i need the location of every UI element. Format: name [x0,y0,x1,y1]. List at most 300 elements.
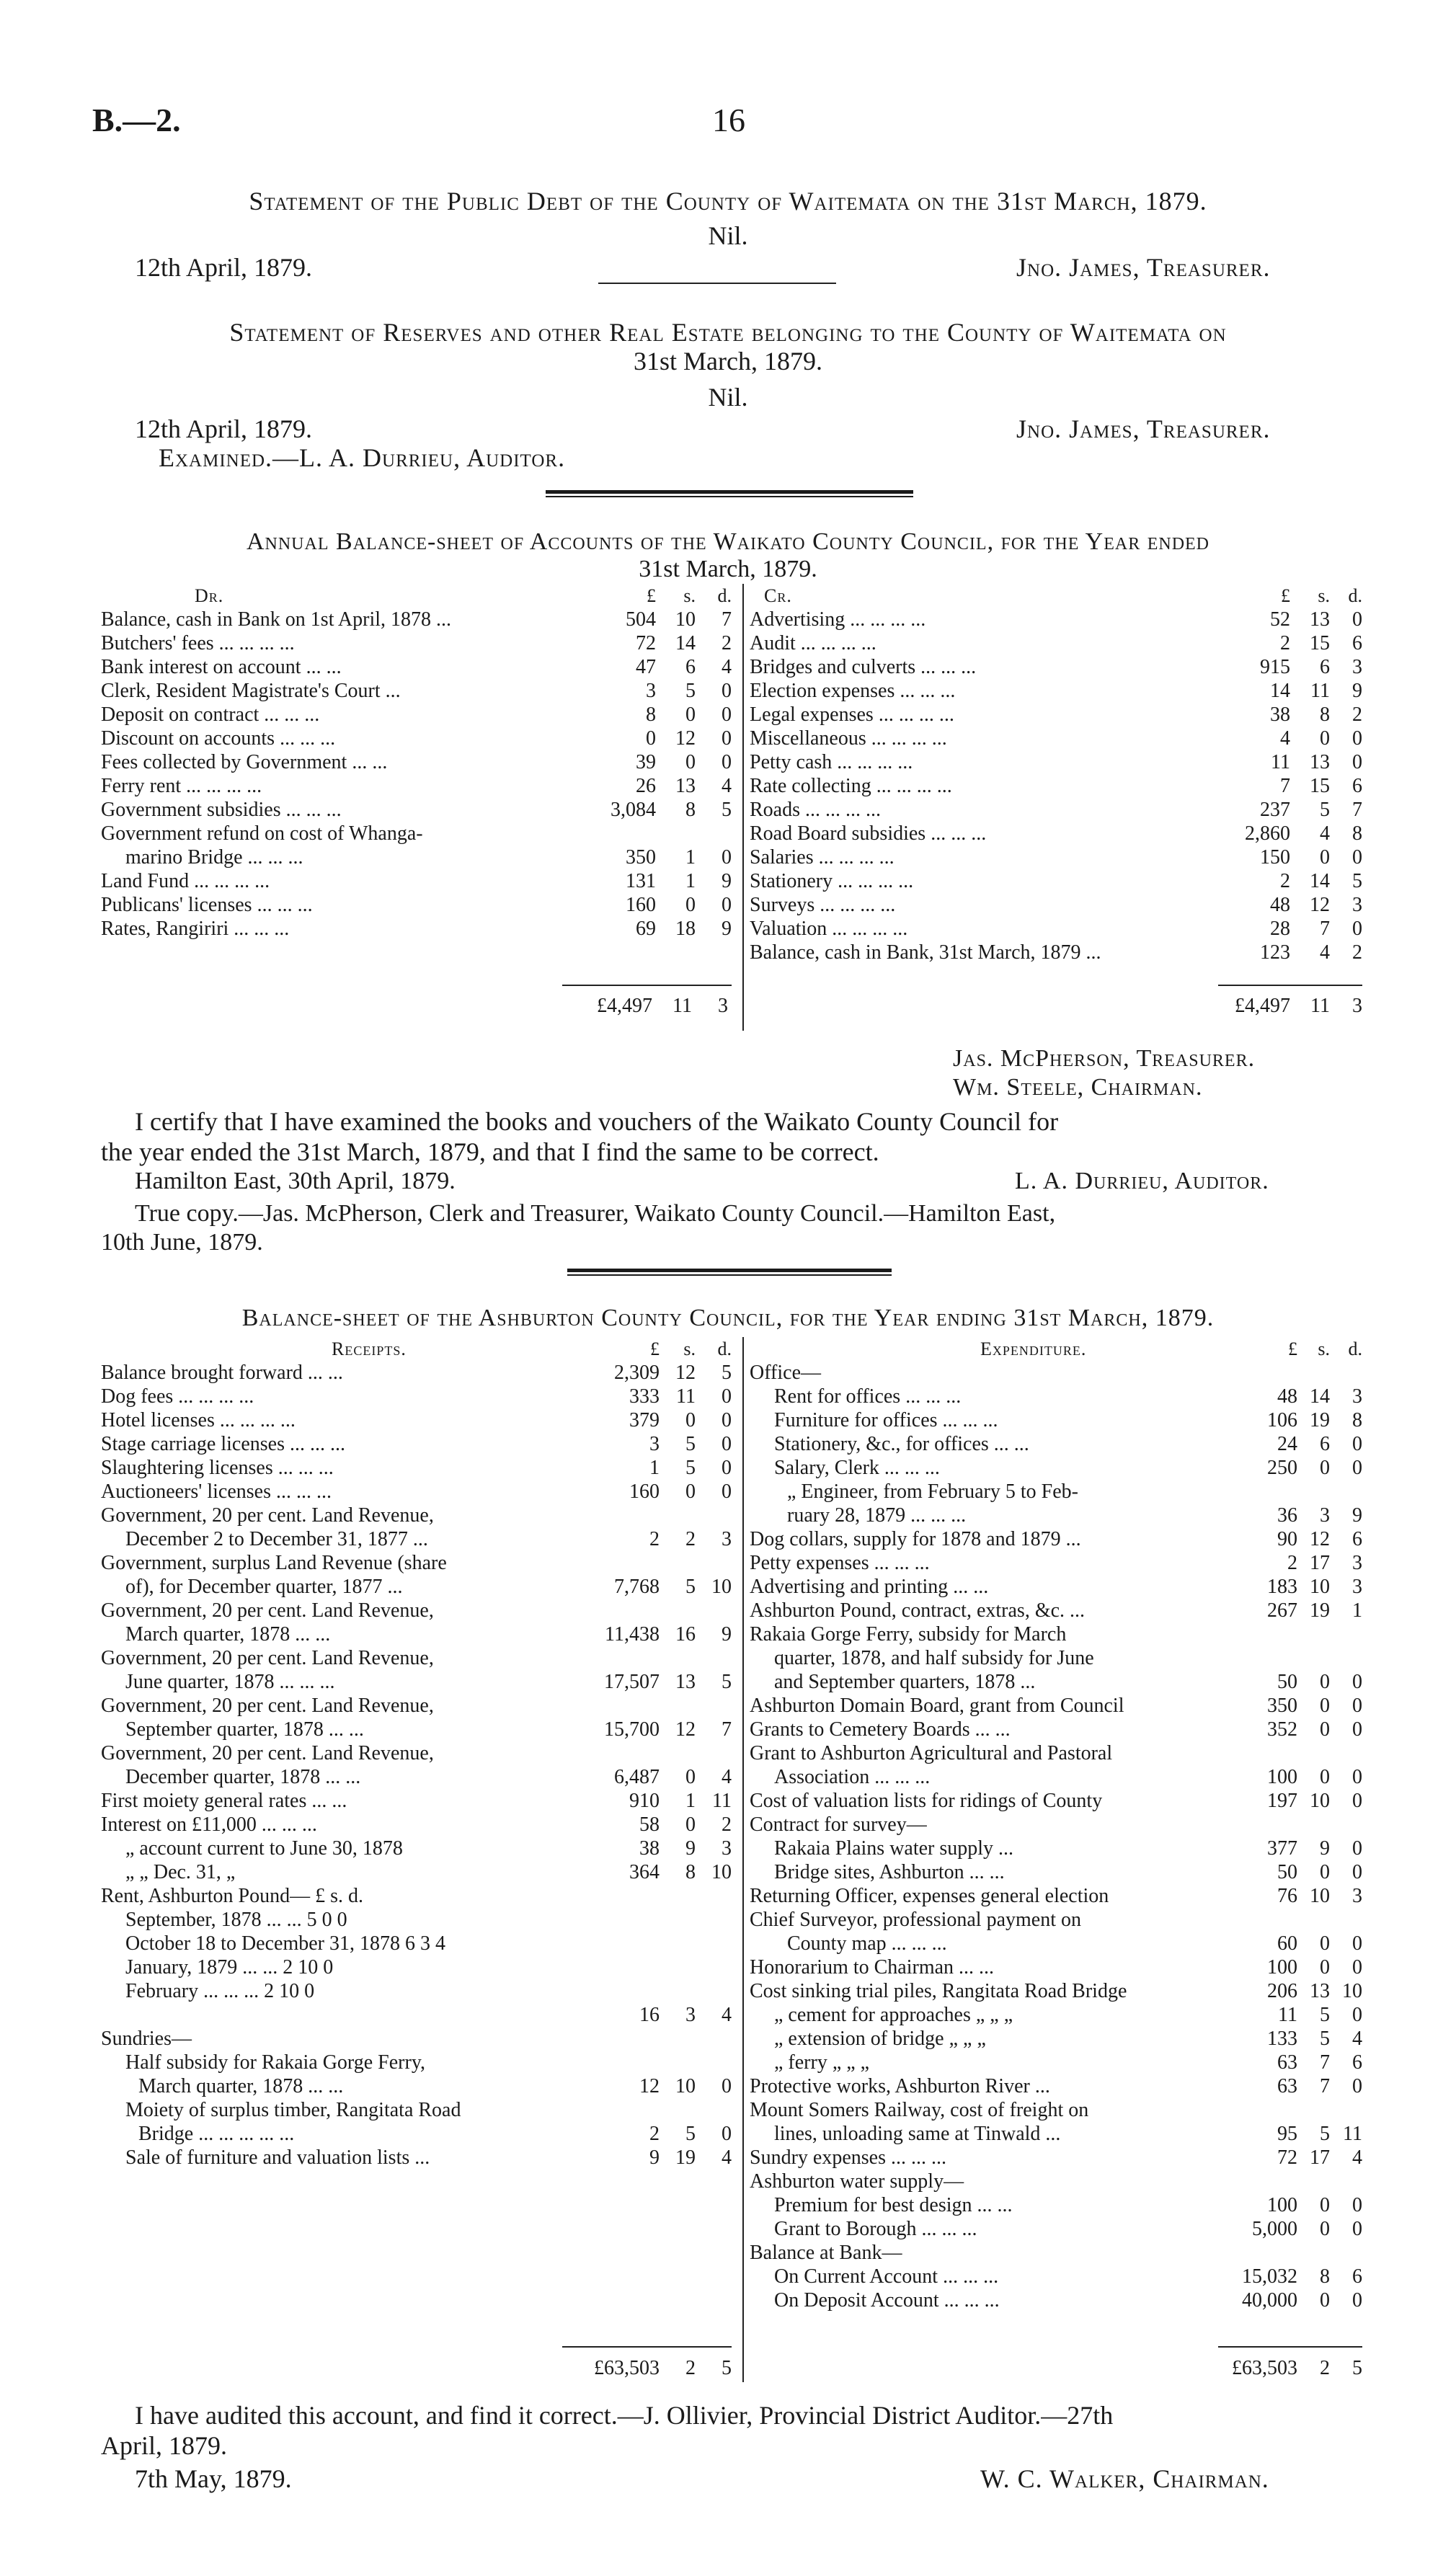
pence-cell: 0 [722,894,732,916]
shillings-cell: 0 [1320,1932,1330,1955]
pounds-cell [580,1599,660,1622]
pounds-cell: 50 [1277,1671,1297,1693]
item-label: Sundries— [101,2028,192,2050]
shillings-cell [660,1884,696,1908]
shillings-cell [1297,2098,1330,2122]
reserves-title-line2: 31st March, 1879. [634,347,822,376]
waikato-debit-sum-rule [562,985,732,986]
pounds-cell: 150 [1260,846,1290,869]
shillings-cell: 18 [675,918,696,940]
ashburton-expenditure-header [750,1337,1362,1361]
pounds-cell: 106 [1267,1409,1297,1431]
shillings-cell: 0 [1320,2194,1330,2216]
pence-cell: 0 [1352,2075,1362,2097]
total-pounds: £4,497 [1235,995,1290,1017]
item-label: Stationery ... ... ... ... [750,870,914,892]
pence-cell: 2 [1352,703,1362,726]
shillings-cell [660,1504,696,1527]
pounds-cell: 8 [646,703,656,726]
ashburton-receipt-row [101,1718,732,1741]
shillings-cell: 9 [685,1837,696,1860]
pence-cell: 11 [712,1790,732,1812]
item-label: Balance at Bank— [750,2242,902,2264]
item-label: Bridges and culverts ... ... ... [750,656,977,678]
pounds-cell: 76 [1277,1885,1297,1907]
pounds-cell: 2 [1287,1552,1297,1574]
shillings-cell [660,1932,696,1955]
waikato-debit-row [101,845,732,869]
item-label: Grant to Ashburton Agricultural and Pastoral [750,1742,1113,1764]
pence-cell [1330,1741,1362,1765]
pence-cell: 3 [1352,656,1362,678]
item-label: Government, 20 per cent. Land Revenue, [101,1695,434,1717]
pence-cell: 0 [1352,1766,1362,1788]
item-label: Government, 20 per cent. Land Revenue, [101,1647,434,1669]
shillings-cell: 8 [685,799,696,821]
shillings-cell: 0 [685,1766,696,1788]
shillings-cell: 10 [1310,1885,1330,1907]
waikato-certify-place: Hamilton East, 30th April, 1879. [135,1168,456,1194]
item-label: Rakaia Plains water supply ... [774,1837,1014,1860]
pence-cell: 2 [1352,941,1362,964]
pence-cell: 0 [722,703,732,726]
ashburton-date: 7th May, 1879. [135,2464,292,2493]
pence-cell [696,2027,732,2051]
pounds-cell: 24 [1277,1433,1297,1455]
pence-cell [696,2098,732,2122]
item-label: Clerk, Resident Magistrate's Court ... [101,680,401,702]
pence-cell [1330,1622,1362,1646]
item-label: Balance, cash in Bank on 1st April, 1878 ... [101,608,452,631]
item-label: Legal expenses ... ... ... ... [750,703,954,726]
shillings-heading: s. [1318,1338,1330,1359]
ashburton-expenditure-row [750,1646,1362,1670]
shillings-cell [1297,1908,1330,1932]
ashburton-receipt-row [101,1860,732,1884]
pence-cell: 0 [1352,2289,1362,2312]
pence-cell: 5 [722,1362,732,1384]
ashburton-receipt-row [101,1979,732,2003]
ashburton-expenditure-row [750,1718,1362,1741]
item-label: Furniture for offices ... ... ... [774,1409,998,1431]
ashburton-expenditure-row [750,1504,1362,1527]
ashburton-expenditure-row [750,1789,1362,1813]
pounds-cell: 5,000 [1252,2218,1297,2240]
pounds-cell [580,1694,660,1718]
ashburton-expenditure-row [750,1908,1362,1932]
item-label: Dog collars, supply for 1878 and 1879 ... [750,1528,1081,1550]
pence-cell: 4 [722,775,732,797]
item-label: September quarter, 1878 ... ... [125,1718,364,1741]
pence-cell: 4 [722,2004,732,2026]
total-shillings: 2 [1320,2357,1330,2379]
shillings-cell [1297,1813,1330,1837]
shillings-cell: 0 [1320,1695,1330,1717]
item-label: Rate collecting ... ... ... ... [750,775,952,797]
shillings-cell [1297,1361,1330,1385]
pounds-cell: 123 [1260,941,1290,964]
reserves-title-line1: Statement of Reserves and other Real Estate belonging to the County of Waitemata on [229,318,1227,347]
public-debt-date: 12th April, 1879. [135,253,313,282]
item-label: Stationery, &c., for offices ... ... [774,1433,1029,1455]
waikato-truecopy-line2: 10th June, 1879. [101,1229,263,1256]
ashburton-receipt-row [101,1575,732,1599]
pounds-cell: 250 [1267,1457,1297,1479]
waikato-debit-row [101,631,732,655]
ashburton-receipts-total [562,2357,732,2380]
pounds-cell: 9 [649,2146,660,2169]
item-label: December quarter, 1878 ... ... [125,1766,361,1788]
waikato-credit-row [750,655,1362,679]
item-label: Bridge ... ... ... ... ... [138,2123,295,2145]
shillings-cell: 13 [1310,751,1330,773]
pounds-cell: 90 [1277,1528,1297,1550]
waikato-debit-row [101,750,732,774]
ashburton-audit-line2: April, 1879. [101,2431,227,2460]
pounds-cell: 504 [626,608,656,631]
pence-cell: 0 [722,751,732,773]
ashburton-receipt-row [101,1884,732,1908]
shillings-cell: 0 [1320,2289,1330,2312]
waikato-debit-header [101,584,732,608]
pence-cell [1330,2098,1362,2122]
item-label: lines, unloading same at Tinwald ... [774,2123,1061,2145]
waikato-credit-sum-rule [1218,985,1362,986]
pounds-cell: 237 [1260,799,1290,821]
pence-cell [696,1551,732,1575]
ashburton-expenditure-row [750,2003,1362,2027]
ashburton-receipt-row [101,1385,732,1408]
ashburton-expenditure-row [750,2241,1362,2265]
total-shillings: 11 [1310,995,1330,1017]
pounds-cell [577,822,656,845]
item-label: Dog fees ... ... ... ... [101,1385,254,1408]
shillings-heading: s. [1318,585,1330,606]
waikato-debit-row [101,822,732,845]
total-pence: 3 [1352,995,1362,1017]
pence-cell: 9 [1352,680,1362,702]
shillings-cell: 7 [1320,2051,1330,2074]
shillings-cell [660,1599,696,1622]
pence-cell: 8 [1352,822,1362,845]
item-label: Surveys ... ... ... ... [750,894,896,916]
ashburton-expenditure-table [750,1337,1362,2312]
item-label: Land Fund ... ... ... ... [101,870,270,892]
waikato-debit-row [101,703,732,727]
shillings-cell: 1 [685,870,696,892]
item-label: Salary, Clerk ... ... ... [774,1457,940,1479]
shillings-cell: 4 [1320,941,1330,964]
shillings-cell: 0 [1320,1956,1330,1979]
ashburton-expenditure-row [750,1480,1362,1504]
shillings-cell: 5 [685,2123,696,2145]
shillings-cell [660,1694,696,1718]
ashburton-expenditure-row [750,1765,1362,1789]
ashburton-receipt-row [101,2003,732,2027]
pounds-cell: 63 [1277,2051,1297,2074]
item-label: Grant to Borough ... ... ... [774,2218,977,2240]
ashburton-receipt-row [101,1813,732,1837]
item-label: Chief Surveyor, professional payment on [750,1909,1082,1931]
pounds-cell: 133 [1267,2028,1297,2050]
shillings-cell [1297,1741,1330,1765]
pence-cell [696,1955,732,1979]
pence-cell: 4 [722,2146,732,2169]
pounds-heading: £ [1281,585,1290,606]
ashburton-expenditure-row [750,2074,1362,2098]
pounds-cell: 50 [1277,1861,1297,1883]
item-label: Slaughtering licenses ... ... ... [101,1457,334,1479]
waikato-credit-row [750,703,1362,727]
pounds-cell [580,1955,660,1979]
ashburton-receipt-row [101,2027,732,2051]
ashburton-expenditure-row [750,1955,1362,1979]
item-label: County map ... ... ... [787,1932,947,1955]
pounds-cell: 16 [639,2004,660,2026]
waikato-debit-total [562,995,732,1018]
pounds-cell: 7,768 [614,1576,660,1598]
item-label: Hotel licenses ... ... ... ... [101,1409,296,1431]
shillings-cell: 2 [685,1528,696,1550]
shillings-cell [660,1955,696,1979]
pence-cell: 7 [722,1718,732,1741]
ashburton-expenditure-row [750,1408,1362,1432]
pence-cell [1330,2170,1362,2193]
pence-cell: 3 [1352,1885,1362,1907]
ashburton-receipt-row [101,1599,732,1622]
waikato-debit-row [101,893,732,917]
pounds-cell: 72 [1277,2146,1297,2169]
shillings-cell [660,2027,696,2051]
pounds-cell [1218,1741,1297,1765]
pounds-cell: 15,032 [1242,2265,1297,2288]
item-label: June quarter, 1878 ... ... ... [125,1671,335,1693]
waikato-credit-row [750,750,1362,774]
pence-cell [1330,1908,1362,1932]
item-label: Salaries ... ... ... ... [750,846,895,869]
receipts-heading: Receipts. [332,1338,407,1359]
ashburton-receipt-row [101,2098,732,2122]
pence-cell: 0 [1352,1695,1362,1717]
shillings-cell [660,2098,696,2122]
page-number: 16 [712,102,745,138]
item-label: Interest on £11,000 ... ... ... [101,1813,317,1836]
ashburton-receipt-row [101,1551,732,1575]
shillings-cell [660,1908,696,1932]
pence-heading: d. [1348,1338,1362,1359]
pounds-cell: 206 [1267,1980,1297,2002]
shillings-cell: 0 [1320,846,1330,869]
shillings-cell: 12 [675,1718,696,1741]
pence-cell: 0 [1352,1956,1362,1979]
pounds-cell: 48 [1277,1385,1297,1408]
ashburton-receipts-table [101,1337,732,2170]
ashburton-receipt-row [101,1932,732,1955]
pence-cell: 0 [1352,846,1362,869]
ashburton-expenditure-row [750,2146,1362,2170]
item-label: Government subsidies ... ... ... [101,799,342,821]
waikato-debit-row [101,727,732,750]
ashburton-expenditure-row [750,1670,1362,1694]
shillings-cell: 11 [676,1385,696,1408]
pounds-cell: 11 [1278,2004,1297,2026]
public-debt-title: Statement of the Public Debt of the County of Waitemata on the 31st March, 1879. [249,187,1207,216]
waikato-credit-row [750,869,1362,893]
shillings-cell: 19 [1310,1409,1330,1431]
ashburton-receipt-row [101,2074,732,2098]
item-label: „ Engineer, from February 5 to Feb- [787,1480,1078,1503]
shillings-cell: 5 [1320,2004,1330,2026]
ashburton-expenditure-sum-rule [1218,2346,1362,2348]
pence-cell: 0 [1352,1837,1362,1860]
ashburton-receipt-row [101,1504,732,1527]
item-label: Advertising and printing ... ... [750,1576,989,1598]
pounds-cell: 39 [636,751,656,773]
shillings-cell: 13 [675,1671,696,1693]
shillings-cell: 14 [675,632,696,654]
shillings-cell: 0 [1320,727,1330,750]
pence-cell: 7 [1352,799,1362,821]
shillings-cell [656,822,696,845]
ashburton-receipt-row [101,1480,732,1504]
pence-cell: 0 [1352,2218,1362,2240]
ashburton-expenditure-row [750,1837,1362,1860]
pence-cell [696,1599,732,1622]
pounds-cell: 183 [1267,1576,1297,1598]
reserves-date: 12th April, 1879. [135,414,313,443]
pence-cell: 0 [1352,2194,1362,2216]
ashburton-expenditure-row [750,1741,1362,1765]
pence-cell: 1 [1352,1599,1362,1622]
ashburton-receipt-row [101,1646,732,1670]
reserves-body: Nil. [708,383,748,412]
item-label: „ cement for approaches „ „ „ [774,2004,1013,2026]
item-label: Discount on accounts ... ... ... [101,727,336,750]
item-label: October 18 to December 31, 1878 6 3 4 [125,1932,445,1955]
pence-cell: 3 [1352,1576,1362,1598]
ashburton-expenditure-row [750,1884,1362,1908]
waikato-certify-auditor: L. A. Durrieu, Auditor. [1015,1168,1269,1194]
item-label: Honorarium to Chairman ... ... [750,1956,995,1979]
pounds-cell: 58 [639,1813,660,1836]
shillings-cell: 5 [1320,2028,1330,2050]
pence-heading: d. [717,1338,732,1359]
item-label: Grants to Cemetery Boards ... ... [750,1718,1011,1741]
pounds-cell: 11,438 [605,1623,660,1646]
shillings-cell: 19 [675,2146,696,2169]
shillings-cell: 11 [1310,680,1330,702]
waikato-debit-row [101,774,732,798]
pounds-cell: 2,309 [614,1362,660,1384]
item-label: Rent for offices ... ... ... [774,1385,962,1408]
shillings-cell: 12 [675,727,696,750]
dr-heading: Dr. [195,585,224,606]
pence-cell: 0 [722,2123,732,2145]
shillings-cell: 13 [1310,608,1330,631]
ashburton-column-divider [742,1337,744,2382]
pence-cell: 9 [722,870,732,892]
waikato-credit-row [750,679,1362,703]
shillings-cell: 5 [685,1576,696,1598]
pounds-cell: 2 [649,2123,660,2145]
section-divider [567,1269,892,1276]
shillings-cell: 8 [1320,2265,1330,2288]
ashburton-receipt-row [101,1765,732,1789]
ashburton-expenditure-row [750,1979,1362,2003]
pence-cell: 5 [1352,870,1362,892]
ashburton-receipt-row [101,1741,732,1765]
shillings-cell: 5 [1320,799,1330,821]
pence-cell: 8 [1352,1409,1362,1431]
item-label: Government, 20 per cent. Land Revenue, [101,1599,434,1622]
pounds-cell: 4 [1280,727,1290,750]
ashburton-receipt-row [101,1908,732,1932]
ashburton-expenditure-row [750,2217,1362,2241]
waikato-debit-row [101,917,732,941]
item-label: Election expenses ... ... ... [750,680,956,702]
pounds-cell: 63 [1277,2075,1297,2097]
pounds-cell [580,2027,660,2051]
waikato-credit-row [750,631,1362,655]
item-label: Office— [750,1362,821,1384]
item-label: Cost of valuation lists for ridings of County [750,1790,1103,1812]
item-label: Petty expenses ... ... ... [750,1552,930,1574]
item-label: Ashburton Domain Board, grant from Council [750,1695,1124,1717]
item-label: Premium for best design ... ... [774,2194,1013,2216]
pounds-cell: 352 [1267,1718,1297,1741]
pence-cell [696,2051,732,2074]
shillings-cell [1297,1480,1330,1504]
series-code: B.—2. [92,102,181,138]
pence-cell: 0 [722,680,732,702]
ashburton-expenditure-row [750,1527,1362,1551]
pence-cell: 0 [722,727,732,750]
shillings-cell: 12 [1310,894,1330,916]
pounds-cell: 364 [629,1861,660,1883]
pence-cell: 7 [722,608,732,631]
shillings-cell: 8 [1320,703,1330,726]
ashburton-expenditure-row [750,1599,1362,1622]
pence-cell: 3 [1352,894,1362,916]
pence-cell [1330,1646,1362,1670]
pence-cell: 9 [1352,1504,1362,1527]
ashburton-expenditure-row [750,2051,1362,2074]
cr-heading: Cr. [764,585,792,606]
shillings-cell: 7 [1320,2075,1330,2097]
pence-cell: 10 [1342,1980,1362,2002]
pounds-cell: 12 [639,2075,660,2097]
item-label: Association ... ... ... [774,1766,931,1788]
item-label: Moiety of surplus timber, Rangitata Road [125,2099,461,2121]
item-label: Publicans' licenses ... ... ... [101,894,313,916]
waikato-credit-table [750,584,1362,964]
shillings-cell: 19 [1310,1599,1330,1622]
waikato-certify-line2: the year ended the 31st March, 1879, and that I find the same to be correct. [101,1137,879,1166]
pence-cell: 6 [1352,775,1362,797]
pounds-cell [1218,2241,1297,2265]
item-label: „ ferry „ „ „ [774,2051,870,2074]
short-divider [598,283,836,284]
total-pounds: £63,503 [1232,2357,1297,2379]
item-label: Rent, Ashburton Pound— £ s. d. [101,1885,364,1907]
shillings-cell: 3 [685,2004,696,2026]
pounds-cell [1218,2170,1297,2193]
ashburton-title: Balance-sheet of the Ashburton County Council, for the Year ending 31st March, 1879. [241,1305,1215,1331]
pounds-cell: 197 [1267,1790,1297,1812]
shillings-cell: 5 [685,1433,696,1455]
ashburton-receipt-row [101,2122,732,2146]
shillings-cell: 3 [1320,1504,1330,1527]
